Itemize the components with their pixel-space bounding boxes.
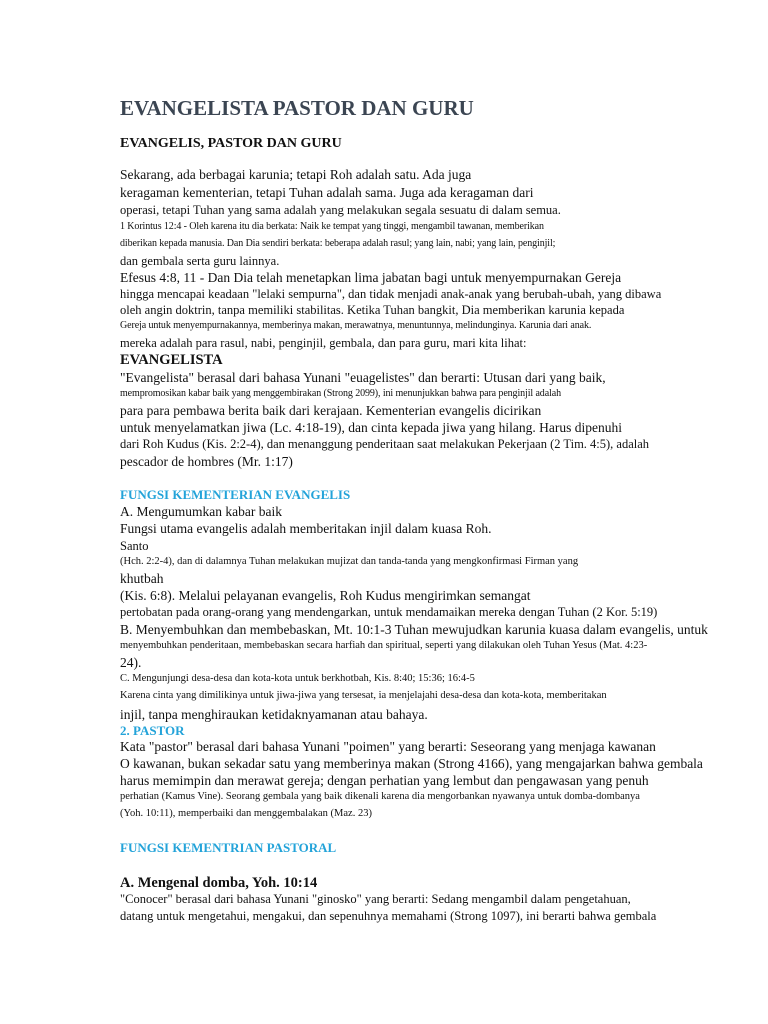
text-line: harus memimpin dan merawat gereja; dengan perhatian yang lembut dan pengawasan yang penuh (120, 773, 649, 788)
text-line: 1 Korintus 12:4 - Oleh karena itu dia berkata: Naik ke tempat yang tinggi, mengambil tawanan, memberikan (120, 221, 544, 232)
text-line: A. Mengumumkan kabar baik (120, 504, 282, 519)
text-line: C. Mengunjungi desa-desa dan kota-kota untuk berkhotbah, Kis. 8:40; 15:36; 16:4-5 (120, 673, 475, 684)
text-line: injil, tanpa menghiraukan ketidaknyamanan atau bahaya. (120, 707, 428, 722)
text-line: pescador de hombres (Mr. 1:17) (120, 454, 293, 469)
subheading-mengenal-domba: A. Mengenal domba, Yoh. 10:14 (120, 875, 318, 891)
text-line: perhatian (Kamus Vine). Seorang gembala yang baik dikenali karena dia mengorbankan nyawanya untuk domba-dombanya (120, 791, 640, 802)
text-line: Fungsi utama evangelis adalah memberitakan injil dalam kuasa Roh. (120, 521, 492, 536)
text-line: para para pembawa berita baik dari kerajaan. Kementerian evangelis dicirikan (120, 403, 542, 418)
text-line: Efesus 4:8, 11 - Dan Dia telah menetapkan lima jabatan bagi untuk menyempurnakan Gereja (120, 270, 622, 285)
text-line: 24). (120, 655, 142, 670)
text-line: (Kis. 6:8). Melalui pelayanan evangelis, Roh Kudus mengirimkan semangat (120, 588, 531, 603)
text-line: menyembuhkan penderitaan, membebaskan secara harfiah dan spiritual, seperti yang dilakukan oleh Tuhan Yesus (Mat. 4:23- (120, 640, 648, 651)
page-title: EVANGELISTA PASTOR DAN GURU (120, 96, 474, 120)
text-line: Gereja untuk menyempurnakannya, memberinya makan, merawatnya, menuntunnya, melindunginya. Karunia dari anak. (120, 320, 592, 331)
section-heading-evangelista: EVANGELISTA (120, 352, 223, 368)
text-line: "Conocer" berasal dari bahasa Yunani "ginosko" yang berarti: Sedang mengambil dalam pengetahuan, (120, 892, 631, 906)
text-line: Santo (120, 539, 149, 553)
text-line: B. Menyembuhkan dan membebaskan, Mt. 10:1-3 Tuhan mewujudkan karunia kuasa dalam evangelis, untuk (120, 622, 708, 637)
text-line: dari Roh Kudus (Kis. 2:2-4), dan menanggung penderitaan saat melakukan Pekerjaan (2 Tim. 4:5), adalah (120, 437, 650, 451)
text-line: pertobatan pada orang-orang yang mendengarkan, untuk mendamaikan mereka dengan Tuhan (2 Kor. 5:19) (120, 605, 658, 619)
text-line: untuk menyelamatkan jiwa (Lc. 4:18-19), dan cinta kepada jiwa yang hilang. Harus dipenuhi (120, 420, 622, 435)
text-line: Kata "pastor" berasal dari bahasa Yunani "poimen" yang berarti: Seseorang yang menjaga kawanan (120, 739, 656, 754)
text-line: mereka adalah para rasul, nabi, penginjil, gembala, dan para guru, mari kita lihat: (120, 336, 527, 350)
text-line: (Yoh. 10:11), memperbaiki dan menggembalakan (Maz. 23) (120, 808, 372, 819)
text-line: "Evangelista" berasal dari bahasa Yunani "euagelistes" dan berarti: Utusan dari yang baik, (120, 370, 606, 385)
section-subtitle: EVANGELIS, PASTOR DAN GURU (120, 136, 342, 151)
text-line: oleh angin doktrin, tanpa memiliki stabilitas. Ketika Tuhan bangkit, Dia memberikan karunia kepada (120, 303, 625, 317)
section-heading-pastor: 2. PASTOR (120, 723, 185, 738)
text-line: mempromosikan kabar baik yang menggembirakan (Strong 2099), ini menunjukkan bahwa para penginjil adalah (120, 388, 561, 399)
text-line: keragaman kementerian, tetapi Tuhan adalah sama. Juga ada keragaman dari (120, 185, 534, 200)
text-line: khutbah (120, 571, 164, 586)
text-line: dan gembala serta guru lainnya. (120, 254, 280, 268)
text-line: Sekarang, ada berbagai karunia; tetapi Roh adalah satu. Ada juga (120, 167, 472, 182)
section-heading-fungsi-evangelis: FUNGSI KEMENTERIAN EVANGELIS (120, 487, 351, 502)
text-line: hingga mencapai keadaan "lelaki sempurna", dan tidak menjadi anak-anak yang berubah-ubah, yang dibawa (120, 287, 662, 301)
text-line: Karena cinta yang dimilikinya untuk jiwa-jiwa yang tersesat, ia menjelajahi desa-desa dan kota-kota, memberitakan (120, 690, 607, 701)
section-heading-fungsi-pastoral: FUNGSI KEMENTRIAN PASTORAL (120, 840, 337, 855)
text-line: datang untuk mengetahui, mengakui, dan sepenuhnya memahami (Strong 1097), ini berarti bahwa gembala (120, 909, 657, 923)
text-line: operasi, tetapi Tuhan yang sama adalah yang melakukan segala sesuatu di dalam semua. (120, 203, 561, 217)
text-line: O kawanan, bukan sekadar satu yang memberinya makan (Strong 4166), yang mengajarkan bahwa gembala (120, 756, 703, 771)
text-line: diberikan kepada manusia. Dan Dia sendiri berkata: beberapa adalah rasul; yang lain, nabi; yang lain, penginjil; (120, 238, 556, 249)
text-line: (Hch. 2:2-4), dan di dalamnya Tuhan melakukan mujizat dan tanda-tanda yang mengkonfirmasi Firman yang (120, 556, 579, 567)
